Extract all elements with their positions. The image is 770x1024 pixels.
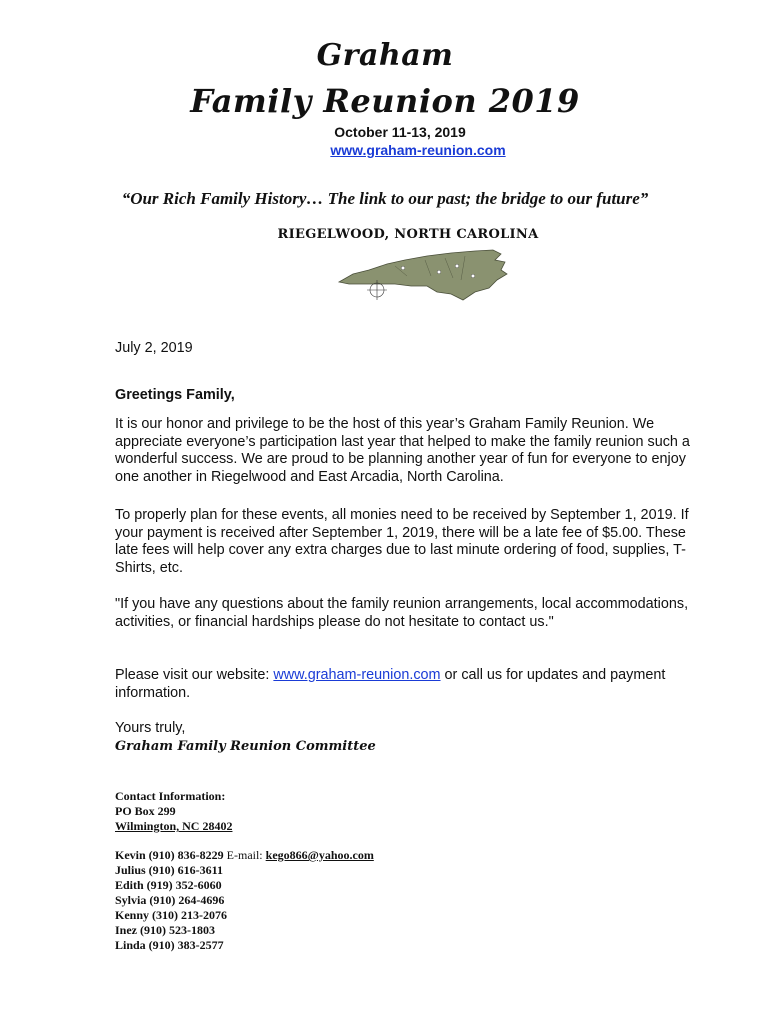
- north-carolina-map-icon: [335, 246, 515, 302]
- closing: Yours truly,: [115, 720, 186, 736]
- letter-date: July 2, 2019: [115, 340, 193, 356]
- contact-person-line: Kevin (910) 836-8229: [115, 848, 224, 862]
- contact-person: Linda (910) 383-2577: [115, 938, 224, 952]
- contact-heading: Contact Information:: [115, 789, 226, 803]
- contact-block: [115, 789, 232, 834]
- family-motto: “Our Rich Family History… The link to our past; the bridge to our future”: [121, 189, 649, 208]
- event-dates: October 11-13, 2019: [334, 124, 466, 140]
- website-link-header[interactable]: www.graham-reunion.com: [330, 142, 506, 158]
- contact-person: Edith (919) 352-6060: [115, 878, 222, 892]
- title-line-1: Graham: [316, 38, 454, 73]
- greeting: Greetings Family,: [115, 387, 235, 403]
- contact-person: Sylvia (910) 264-4696: [115, 893, 225, 907]
- visit-suffix: or call us for updates and payment information.: [115, 667, 666, 701]
- signature: Graham Family Reunion Committee: [115, 739, 376, 754]
- email-label: E-mail:: [223, 848, 266, 862]
- website-link-body[interactable]: www.graham-reunion.com: [273, 667, 441, 683]
- po-box: PO Box 299: [115, 804, 176, 818]
- location-heading: RIEGELWOOD, NORTH CAROLINA: [277, 227, 539, 242]
- email-link[interactable]: kego866@yahoo.com: [265, 848, 374, 862]
- contact-person: Kenny (310) 213-2076: [115, 908, 227, 922]
- contact-person: [115, 848, 374, 863]
- visit-prefix: Please visit our website:: [115, 667, 274, 683]
- paragraph-payment: To properly plan for these events, all monies need to be received by September 1, 2019. If your payment is received after September 1, 2019, there will be a late fee of $5.00. These late fees will help cover any extra charges due to last minute ordering of food, supplies, T-Shirts, etc.: [115, 507, 689, 576]
- paragraph-visit: [115, 667, 705, 702]
- title-line-2: Family Reunion 2019: [190, 82, 580, 120]
- contact-person: Julius (910) 616-3611: [115, 863, 224, 877]
- paragraph-honor: It is our honor and privilege to be the host of this year’s Graham Family Reunion. We appreciate everyone’s participation last year that helped to make the family reunion such a wonderful success. We are proud to be planning another year of fun for everyone to enjoy one another in Riegelwood and East Arcadia, North Carolina.: [115, 416, 690, 485]
- contact-people-list: [115, 848, 374, 953]
- city-address: Wilmington, NC 28402: [115, 819, 233, 833]
- paragraph-questions: "If you have any questions about the family reunion arrangements, local accommodations, activities, or financial hardships please do not hesitate to contact us.": [115, 596, 689, 630]
- contact-person: Inez (910) 523-1803: [115, 923, 215, 937]
